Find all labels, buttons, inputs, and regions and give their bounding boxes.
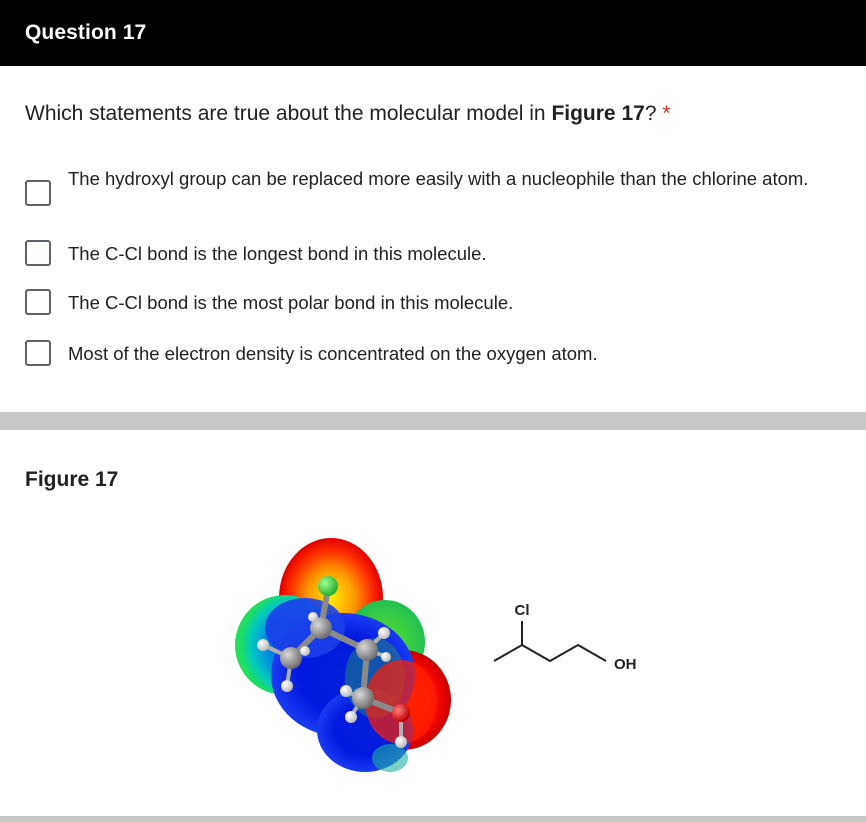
figure-card <box>0 430 866 816</box>
required-marker: * <box>662 102 671 125</box>
answer-checkbox[interactable] <box>25 240 51 266</box>
answer-checkbox[interactable] <box>25 289 51 315</box>
answer-option-label[interactable]: The C-Cl bond is the longest bond in this molecule. <box>68 243 487 264</box>
question-prompt-figure-ref: Figure 17 <box>551 102 645 125</box>
question-number-title: Question 17 <box>25 21 147 44</box>
answer-option-label[interactable]: The C-Cl bond is the most polar bond in this molecule. <box>68 292 514 313</box>
question-prompt-suffix: ? <box>644 102 663 125</box>
section-separator <box>0 412 866 430</box>
skeletal-structure-image <box>488 595 658 675</box>
answer-checkbox[interactable] <box>25 180 51 206</box>
figure-title: Figure 17 <box>25 468 119 491</box>
chlorine-label: Cl <box>514 602 530 619</box>
question-header <box>0 0 866 66</box>
question-prompt <box>25 102 671 126</box>
question-card <box>0 66 866 412</box>
answer-option[interactable] <box>25 240 828 268</box>
answer-option[interactable] <box>25 340 828 368</box>
answer-option[interactable] <box>25 165 828 206</box>
answer-option[interactable] <box>25 289 828 317</box>
answer-option-label[interactable]: The hydroxyl group can be replaced more easily with a nucleophile than the chlorine atom. <box>68 168 809 189</box>
question-prompt-prefix: Which statements are true about the molecular model in <box>25 102 552 125</box>
hydroxyl-label: OH <box>614 656 637 673</box>
answer-option-label[interactable]: Most of the electron density is concentrated on the oxygen atom. <box>68 343 598 364</box>
electrostatic-potential-model-image <box>225 530 460 780</box>
answer-checkbox[interactable] <box>25 340 51 366</box>
bottom-separator <box>0 816 866 822</box>
